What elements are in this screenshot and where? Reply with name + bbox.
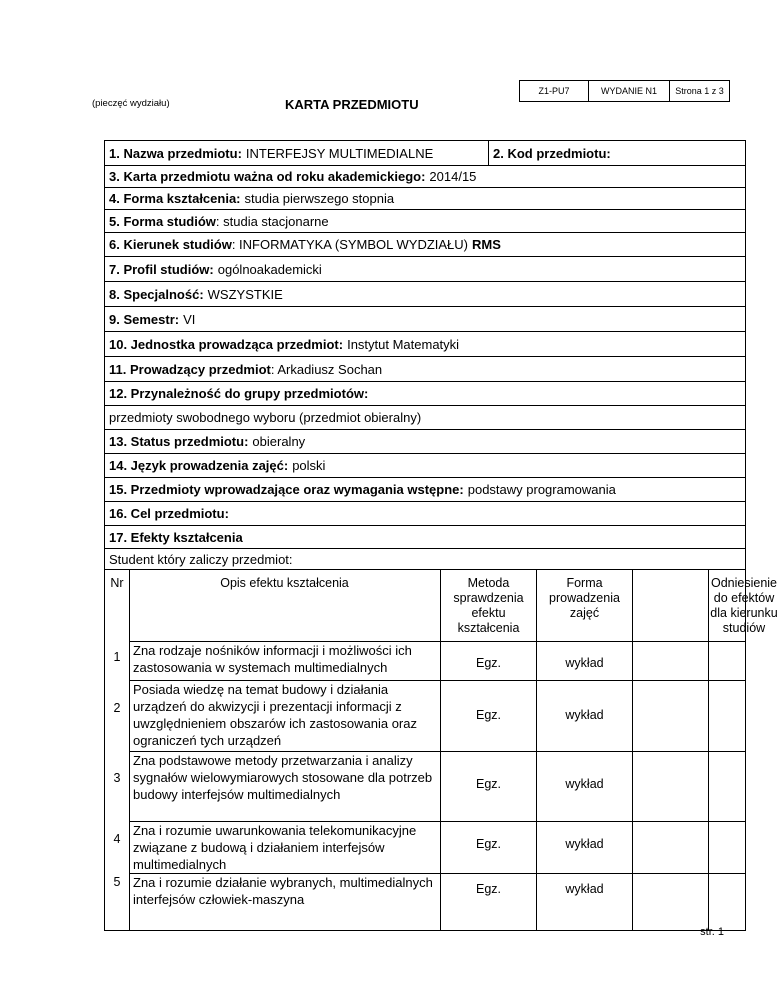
- header-method: Metoda sprawdzenia efektu kształcenia: [453, 576, 524, 635]
- row-3-method: Egz.: [475, 777, 501, 791]
- row-2-description: Posiada wiedzę na temat budowy i działania urządzeń do akwizycji i prezentacji informacji z uwzględnieniem obszarów ich zastosowania oraz ograniczeń tych urządzeń: [133, 682, 417, 748]
- section-12-value-row: [104, 405, 746, 430]
- section-4-value: studia pierwszego stopnia: [244, 191, 395, 206]
- section-16: [104, 501, 746, 526]
- header-form: Forma prowadzenia zajęć: [549, 576, 620, 620]
- row-2-nr: 2: [113, 701, 121, 715]
- page-title: KARTA PRZEDMIOTU: [285, 97, 419, 112]
- row-5-form: wykład: [565, 882, 604, 896]
- section-12: [104, 381, 746, 406]
- table-divider: [632, 570, 633, 930]
- document-code: Z1-PU7: [520, 81, 589, 101]
- section-5-value: : studia stacjonarne: [215, 213, 329, 229]
- section-7: [104, 256, 746, 282]
- section-7-value: ogólnoakademicki: [217, 261, 322, 277]
- faculty-stamp-label: (pieczęć wydziału): [92, 98, 170, 109]
- section-9: [104, 306, 746, 332]
- row-4-method: Egz.: [475, 837, 501, 851]
- section-17-label: 17. Efekty kształcenia: [109, 529, 243, 545]
- section-17-intro: Student który zaliczy przedmiot:: [109, 552, 293, 567]
- section-3-value: 2014/15: [429, 169, 477, 184]
- row-4-nr: 4: [113, 832, 121, 846]
- section-14-label: 14. Język prowadzenia zajęć:: [109, 458, 289, 473]
- section-13: [104, 429, 746, 454]
- row-3-form: wykład: [565, 777, 604, 791]
- section-10-value: Instytut Matematyki: [347, 336, 460, 352]
- section-3-label: 3. Karta przedmiotu ważna od roku akademickiego:: [109, 169, 426, 184]
- row-3-description: Zna podstawowe metody przetwarzania i analizy sygnałów wielowymiarowych stosowane dla potrzeb budowy interfejsów multimedialnych: [133, 753, 433, 802]
- section-11: [104, 356, 746, 382]
- section-12-label: 12. Przynależność do grupy przedmiotów:: [109, 386, 369, 401]
- section-14-value: polski: [292, 458, 326, 473]
- section-4-label: 4. Forma kształcenia:: [109, 191, 241, 206]
- section-6-symbol: RMS: [472, 237, 501, 252]
- section-15: [104, 477, 746, 502]
- row-3-nr: 3: [113, 771, 121, 785]
- section-6-value: : INFORMATYKA (SYMBOL WYDZIAŁU): [231, 237, 469, 252]
- section-11-label: 11. Prowadzący przedmiot: [109, 361, 271, 377]
- page-footer: str. 1: [700, 926, 724, 938]
- row-2-form: wykład: [565, 708, 604, 722]
- section-1-value: INTERFEJSY MULTIMEDIALNE: [245, 145, 434, 161]
- row-4-description: Zna i rozumie uwarunkowania telekomunikacyjne związane z budową i działaniem interfejsów multimedialnych: [133, 823, 417, 872]
- row-1-nr: 1: [113, 650, 121, 664]
- section-9-label: 9. Semestr:: [109, 311, 180, 327]
- section-2-label: 2. Kod przedmiotu:: [493, 145, 611, 161]
- header-description: Opis efektu kształcenia: [220, 576, 349, 590]
- row-4-form: wykład: [565, 837, 604, 851]
- section-1-label: 1. Nazwa przedmiotu:: [109, 145, 242, 161]
- section-16-label: 16. Cel przedmiotu:: [109, 506, 229, 521]
- section-17-intro-row: [104, 548, 746, 570]
- row-5-method: Egz.: [475, 882, 501, 896]
- row-1-description: Zna rodzaje nośników informacji i możliwości ich zastosowania w systemach multimedialnych: [133, 643, 412, 675]
- section-7-label: 7. Profil studiów:: [109, 261, 214, 277]
- section-9-value: VI: [183, 311, 196, 327]
- section-10: [104, 331, 746, 357]
- table-divider: [129, 570, 130, 930]
- section-17: [104, 525, 746, 549]
- section-4: [104, 187, 746, 210]
- document-meta-box: [519, 80, 730, 102]
- section-13-label: 13. Status przedmiotu:: [109, 434, 249, 449]
- section-8: [104, 281, 746, 307]
- section-8-value: WSZYSTKIE: [207, 286, 283, 302]
- section-14: [104, 453, 746, 478]
- section-2: [489, 146, 745, 161]
- page-indicator: Strona 1 z 3: [675, 86, 724, 96]
- learning-outcomes-table: [104, 569, 778, 931]
- row-5-description: Zna i rozumie działanie wybranych, multimedialnych interfejsów człowiek-maszyna: [133, 875, 433, 907]
- section-11-value: : Arkadiusz Sochan: [270, 361, 383, 377]
- table-divider: [536, 570, 537, 930]
- section-10-label: 10. Jednostka prowadząca przedmiot:: [109, 336, 344, 352]
- header-reference: Odniesienie do efektów dla kierunku studiów: [710, 576, 778, 635]
- section-8-label: 8. Specjalność:: [109, 286, 204, 302]
- section-6-label: 6. Kierunek studiów: [109, 237, 232, 252]
- row-1-method: Egz.: [475, 656, 501, 670]
- edition-label: WYDANIE N1: [589, 81, 670, 101]
- section-15-value: podstawy programowania: [467, 482, 616, 497]
- section-12-value: przedmioty swobodnego wyboru (przedmiot obieralny): [109, 410, 422, 425]
- section-6: [104, 232, 746, 257]
- section-15-label: 15. Przedmioty wprowadzające oraz wymagania wstępne:: [109, 482, 464, 497]
- section-3: [104, 165, 746, 188]
- row-2-method: Egz.: [475, 708, 501, 722]
- row-1-form: wykład: [565, 656, 604, 670]
- section-1-2: [104, 140, 746, 166]
- section-1: [105, 141, 489, 165]
- section-5: [104, 209, 746, 233]
- header-nr: Nr: [110, 576, 124, 590]
- row-5-nr: 5: [113, 875, 121, 889]
- section-13-value: obieralny: [252, 434, 306, 449]
- section-5-label: 5. Forma studiów: [109, 213, 216, 229]
